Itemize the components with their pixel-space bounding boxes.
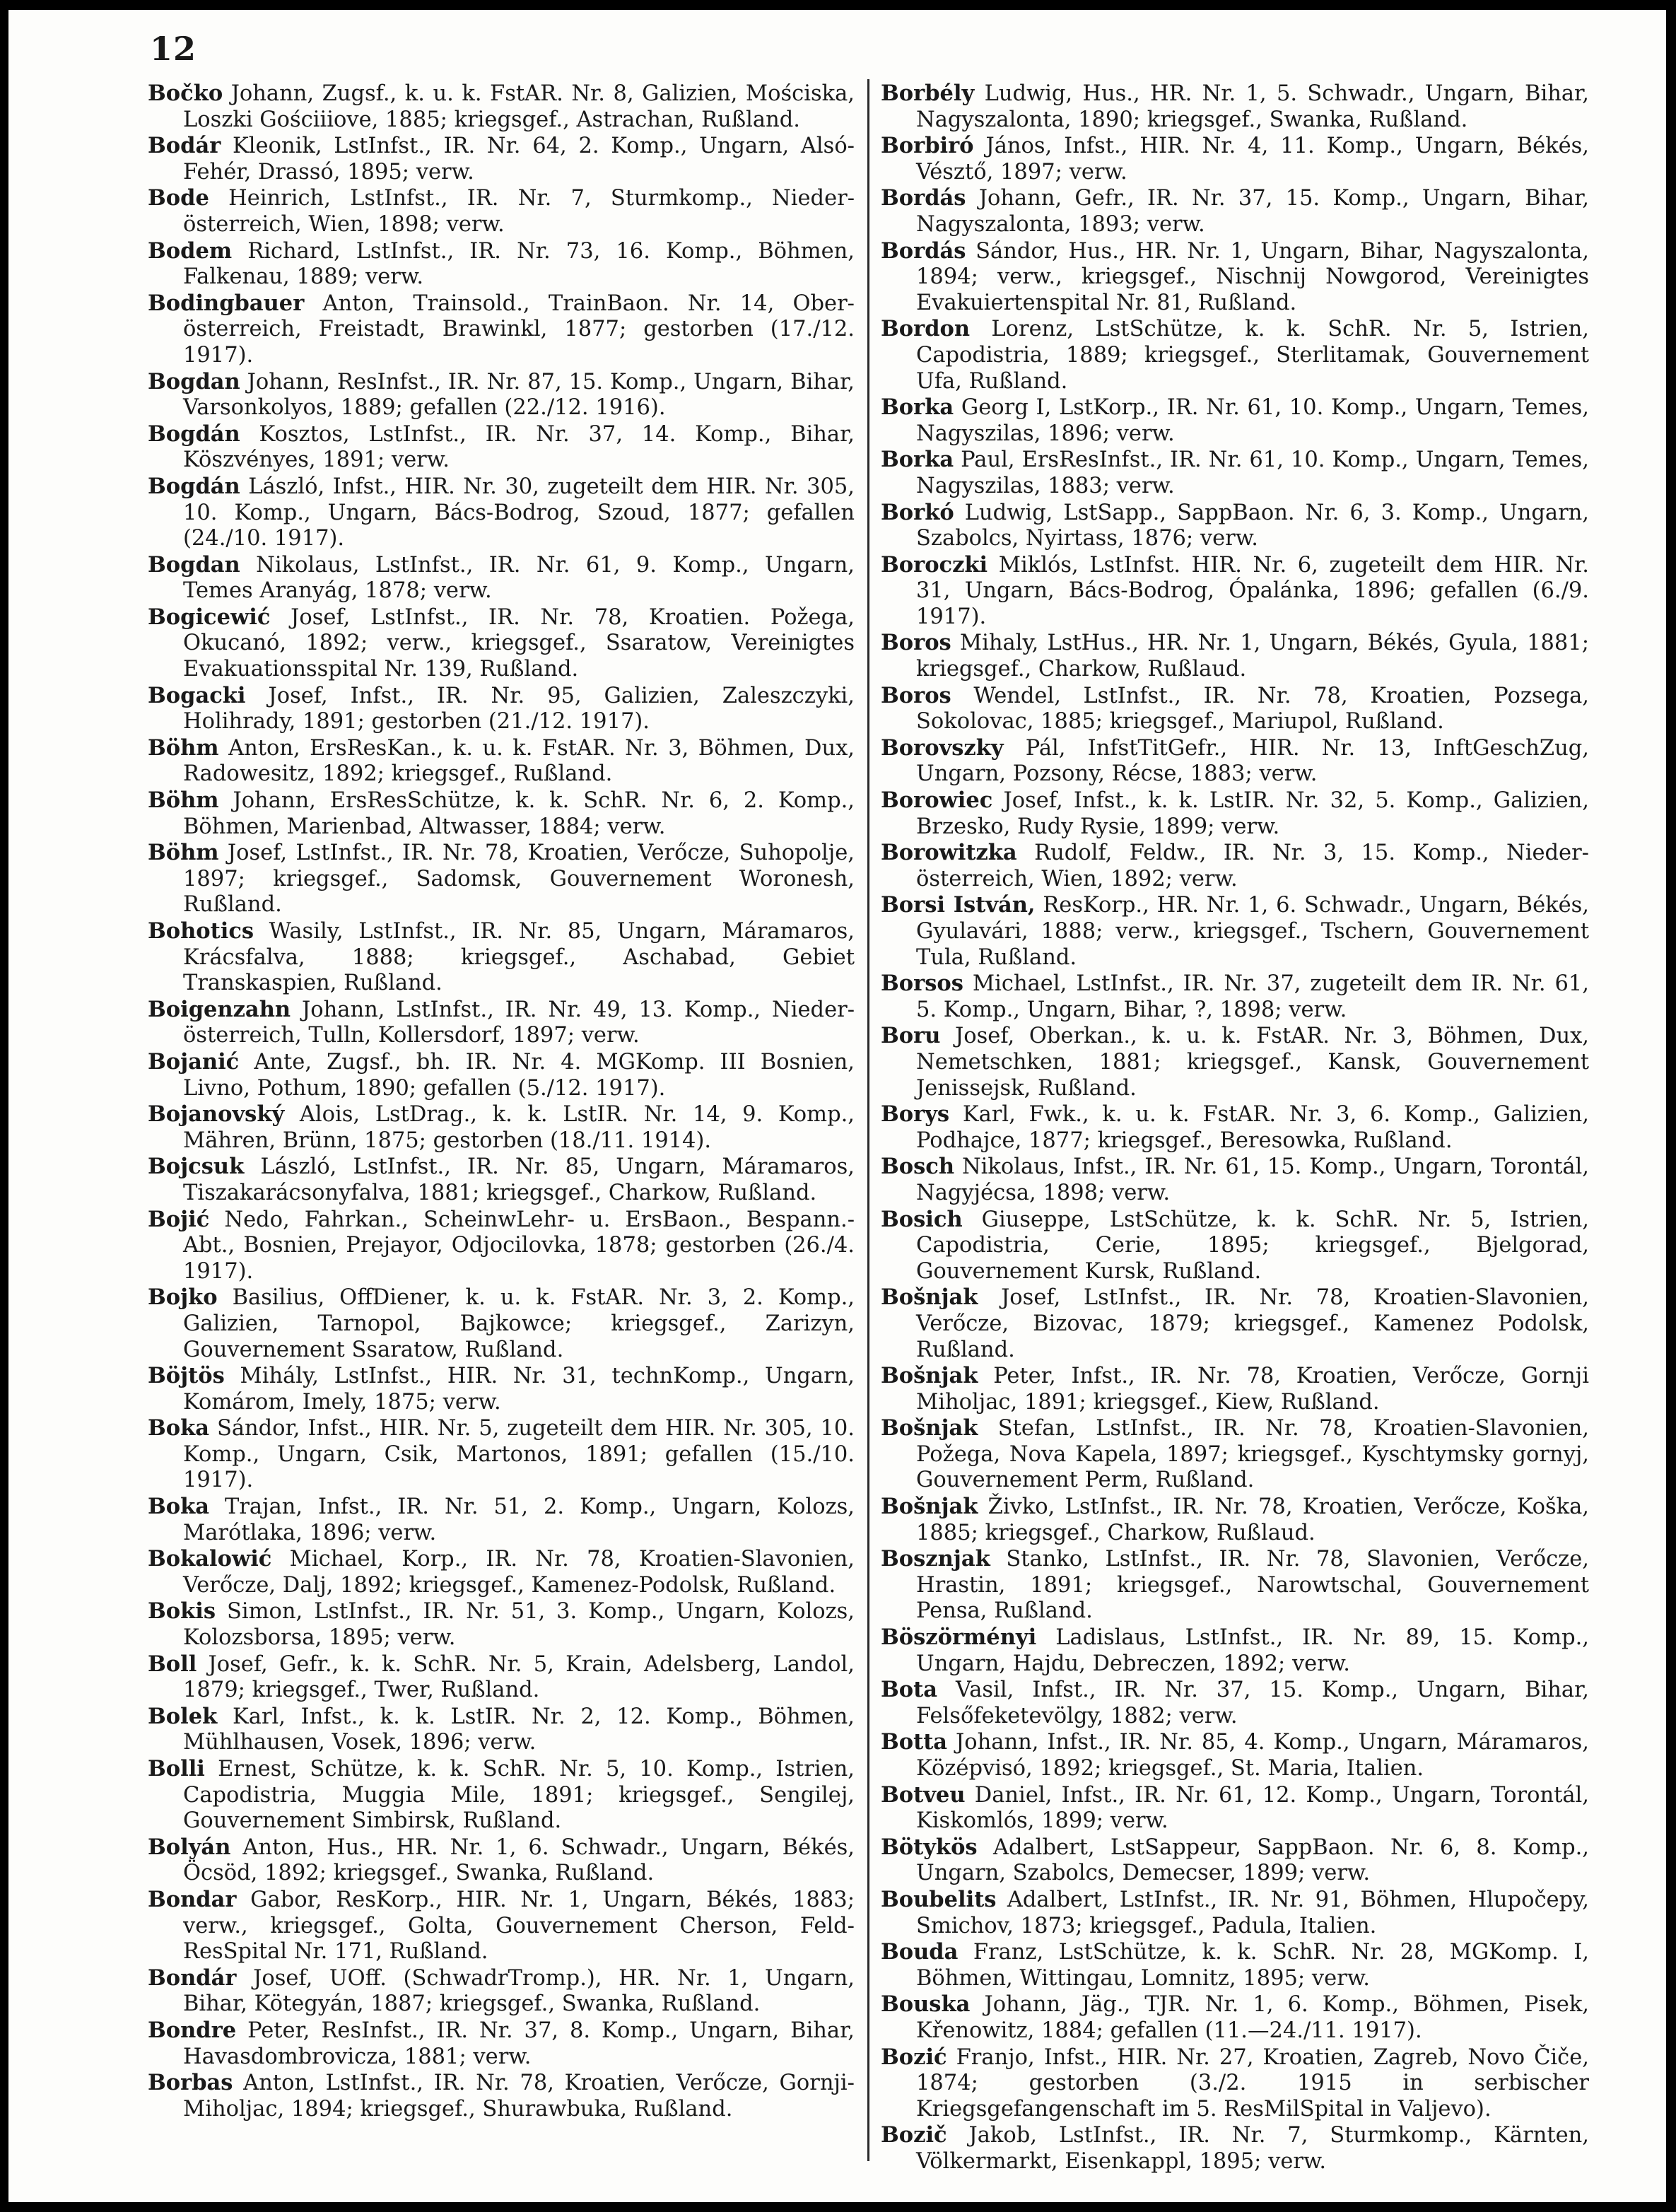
entry-surname: Borowitzka: [881, 840, 1017, 866]
entry-details: Stanko, LstInfst., IR. Nr. 78, Slavonien, Verőcze, Hrastin, 1891; kriegsgef., Narowtschal, Gouvernement Pensa, Rußland.: [916, 1547, 1589, 1624]
list-entry: [881, 500, 1589, 552]
entry-surname: Bolli: [148, 1756, 205, 1781]
entry-details: Kosztos, LstInfst., IR. Nr. 37, 14. Komp., Bihar, Köszvényes, 1891; verw.: [183, 421, 855, 473]
entry-details: Gabor, ResKorp., HIR. Nr. 1, Ungarn, Békés, 1883; verw., kriegsgef., Golta, Gouvernement Cherson, Feld-ResSpital Nr. 171, Rußland.: [183, 1887, 855, 1965]
list-entry: [881, 1494, 1589, 1546]
entry-surname: Bode: [148, 185, 209, 211]
list-entry: [148, 1887, 855, 1965]
list-entry: [881, 2044, 1589, 2123]
entry-surname: Bošnjak: [881, 1494, 978, 1520]
list-entry: [881, 1991, 1589, 2044]
entry-surname: Böhm: [148, 788, 219, 814]
entry-details: Josef, LstInfst., IR. Nr. 78, Kroatien-Slavonien, Verőcze, Bizovac, 1879; kriegsgef., Kamenez Podolsk, Rußland.: [916, 1285, 1589, 1362]
list-entry: [881, 316, 1589, 394]
list-entry: [881, 971, 1589, 1023]
list-entry: [148, 1207, 855, 1285]
entry-details: Georg I, LstKorp., IR. Nr. 61, 10. Komp., Ungarn, Temes, Nagyszilas, 1896; verw.: [916, 395, 1589, 446]
entry-surname: Bordás: [881, 238, 966, 264]
entry-surname: Bogdán: [148, 421, 240, 447]
list-entry: [881, 1285, 1589, 1363]
list-entry: [148, 1363, 855, 1415]
entry-details: Richard, LstInfst., IR. Nr. 73, 16. Komp., Böhmen, Falkenau, 1889; verw.: [183, 238, 855, 290]
entry-surname: Boru: [881, 1023, 941, 1049]
entry-details: Michael, LstInfst., IR. Nr. 37, zugeteilt dem IR. Nr. 61, 5. Komp., Ungarn, Bihar, ?, 1898; verw.: [916, 971, 1589, 1022]
list-entry: [148, 918, 855, 997]
list-entry: [881, 683, 1589, 735]
entry-details: Heinrich, LstInfst., IR. Nr. 7, Sturmkomp., Nieder-österreich, Wien, 1898; verw.: [183, 186, 855, 237]
entry-details: Karl, Fwk., k. u. k. FstAR. Nr. 3, 6. Komp., Galizien, Podhajce, 1877; kriegsgef., Beresowka, Rußland.: [916, 1102, 1589, 1153]
entry-details: Vasil, Infst., IR. Nr. 37, 15. Komp., Ungarn, Bihar, Felsőfeketevölgy, 1882; verw.: [916, 1678, 1589, 1728]
entry-details: Josef, Oberkan., k. u. k. FstAR. Nr. 3, Böhmen, Dux, Nemetschken, 1881; kriegsgef., Kansk, Gouvernement Jenissejsk, Rußland.: [916, 1024, 1589, 1101]
list-entry: [881, 133, 1589, 185]
page-number: 12: [150, 30, 197, 68]
entry-surname: Boros: [881, 682, 951, 708]
list-entry: [881, 447, 1589, 499]
entry-details: Ante, Zugsf., bh. IR. Nr. 4. MGKomp. III Bosnien, Livno, Pothum, 1890; gefallen (5./12. 1917).: [183, 1049, 855, 1101]
list-entry: [148, 291, 855, 369]
list-entry: [881, 1101, 1589, 1154]
entry-details: Johann, Zugsf., k. u. k. FstAR. Nr. 8, Galizien, Mościska, Loszki Gościiiove, 1885; kriegsgef., Astrachan, Rußland.: [183, 81, 855, 132]
entry-surname: Böhm: [148, 735, 219, 761]
list-entry: [148, 1651, 855, 1704]
entry-surname: Bohotics: [148, 918, 254, 944]
entry-surname: Bosznjak: [881, 1546, 990, 1572]
entry-details: Wasily, LstInfst., IR. Nr. 85, Ungarn, Máramaros, Krácsfalva, 1888; kriegsgef., Aschabad, Gebiet Transkaspien, Rußland.: [183, 919, 855, 996]
entry-details: Basilius, OffDiener, k. u. k. FstAR. Nr. 3, 2. Komp., Galizien, Tarnopol, Bajkowce; kriegsgef., Zarizyn, Gouvernement Ssaratow, Rußland.: [183, 1285, 855, 1362]
list-entry: [881, 185, 1589, 238]
entry-details: Mihaly, LstHus., HR. Nr. 1, Ungarn, Békés, Gyula, 1881; kriegsgef., Charkow, Rußlaud.: [916, 631, 1589, 682]
entry-details: László, LstInfst., IR. Nr. 85, Ungarn, Máramaros, Tiszakarácsonyfalva, 1881; kriegsgef., Charkow, Rußland.: [183, 1154, 855, 1205]
entry-surname: Borkó: [881, 499, 954, 525]
entry-surname: Bošnjak: [881, 1363, 978, 1389]
entry-details: Miklós, LstInfst. HIR. Nr. 6, zugeteilt dem HIR. Nr. 31, Ungarn, Bács-Bodrog, Ópalánka, 1896; gefallen (6./9. 1917).: [916, 552, 1589, 629]
entry-details: Josef, Infst., k. k. LstIR. Nr. 32, 5. Komp., Galizien, Brzesko, Rudy Rysie, 1899; verw.: [916, 788, 1589, 839]
entry-surname: Borovszky: [881, 735, 1004, 761]
list-entry: [881, 1625, 1589, 1677]
entry-surname: Boll: [148, 1651, 197, 1677]
list-entry: [148, 421, 855, 474]
list-entry: [881, 1834, 1589, 1887]
right-column: [881, 81, 1589, 2175]
entry-surname: Bordon: [881, 316, 971, 342]
entry-details: Wendel, LstInfst., IR. Nr. 78, Kroatien, Pozsega, Sokolovac, 1885; kriegsgef., Mariupol, Rußland.: [916, 683, 1589, 735]
list-entry: [148, 1101, 855, 1154]
entry-surname: Böhm: [148, 840, 219, 866]
list-entry: [881, 840, 1589, 892]
list-entry: [881, 1729, 1589, 1781]
entry-details: Josef, LstInfst., IR. Nr. 78, Kroatien, Verőcze, Suhopolje, 1897; kriegsgef., Sadomsk, Gouvernement Woronesh, Rußland.: [183, 841, 855, 918]
entry-details: Josef, Infst., IR. Nr. 95, Galizien, Zaleszczyki, Holihrady, 1891; gestorben (21./12. 1917).: [183, 683, 855, 735]
entry-surname: Borbiró: [881, 133, 974, 159]
entry-details: Sándor, Hus., HR. Nr. 1, Ungarn, Bihar, Nagyszalonta, 1894; verw., kriegsgef., Nischnij Nowgorod, Vereinigtes Evakuiertenspital Nr. 81, Rußland.: [916, 238, 1589, 315]
entry-surname: Bokis: [148, 1598, 216, 1625]
entry-surname: Bogacki: [148, 682, 246, 708]
list-entry: [148, 1546, 855, 1598]
list-entry: [881, 1939, 1589, 1991]
list-entry: [148, 1598, 855, 1651]
list-entry: [881, 892, 1589, 971]
entry-details: Josef, UOff. (SchwadrTromp.), HR. Nr. 1, Ungarn, Bihar, Kötegyán, 1887; kriegsgef., Swanka, Rußland.: [183, 1965, 855, 2017]
list-entry: [148, 2070, 855, 2122]
entry-surname: Boroczki: [881, 551, 988, 578]
entry-details: Ludwig, LstSapp., SappBaon. Nr. 6, 3. Komp., Ungarn, Szabolcs, Nyirtass, 1876; verw.: [916, 500, 1590, 551]
entry-surname: Boka: [148, 1415, 210, 1441]
entry-details: Nedo, Fahrkan., ScheinwLehr- u. ErsBaon., Bespann.-Abt., Bosnien, Prejayor, Odjocilovka, 1878; gestorben (26./4. 1917).: [183, 1207, 855, 1284]
entry-surname: Borys: [881, 1101, 950, 1128]
entry-surname: Bodem: [148, 238, 233, 264]
list-entry: [148, 474, 855, 552]
entry-surname: Bošnjak: [881, 1285, 978, 1311]
entry-details: Anton, ErsResKan., k. u. k. FstAR. Nr. 3, Böhmen, Dux, Radowesitz, 1892; kriegsgef., Rußland.: [183, 735, 855, 787]
entry-details: Daniel, Infst., IR. Nr. 61, 12. Komp., Ungarn, Torontál, Kiskomlós, 1899; verw.: [916, 1782, 1589, 1834]
list-entry: [148, 1494, 855, 1546]
entry-details: Lorenz, LstSchütze, k. k. SchR. Nr. 5, Istrien, Capodistria, 1889; kriegsgef., Sterlitamak, Gouvernement Ufa, Rußland.: [916, 317, 1589, 394]
entry-surname: Bouda: [881, 1939, 959, 1965]
entry-details: Anton, LstInfst., IR. Nr. 78, Kroatien, Verőcze, Gornji-Miholjac, 1894; kriegsgef., Shurawbuka, Rußland.: [183, 2071, 855, 2122]
entry-details: Adalbert, LstSappeur, SappBaon. Nr. 6, 8. Komp., Ungarn, Szabolcs, Demecser, 1899; verw.: [916, 1834, 1589, 1886]
entry-surname: Bogdán: [148, 473, 240, 499]
list-entry: [881, 1363, 1589, 1415]
list-entry: [881, 81, 1589, 133]
list-entry: [148, 1049, 855, 1101]
list-entry: [148, 2018, 855, 2070]
entry-surname: Botveu: [881, 1781, 966, 1808]
list-entry: [148, 552, 855, 604]
entry-details: Franz, LstSchütze, k. k. SchR. Nr. 28, MGKomp. I, Böhmen, Wittingau, Lomnitz, 1895; verw.: [916, 1940, 1589, 1991]
entry-details: Anton, Trainsold., TrainBaon. Nr. 14, Ober-österreich, Freistadt, Brawinkl, 1877; gestorben (17./12. 1917).: [183, 291, 855, 368]
list-entry: [148, 997, 855, 1049]
list-entry: [881, 238, 1589, 317]
entry-surname: Bozić: [881, 2044, 947, 2070]
list-entry: [148, 133, 855, 185]
entry-details: Michael, Korp., IR. Nr. 78, Kroatien-Slavonien, Verőcze, Dalj, 1892; kriegsgef., Kamenez-Podolsk, Rußland.: [183, 1547, 855, 1598]
list-entry: [881, 2122, 1589, 2175]
entry-surname: Bolyán: [148, 1834, 231, 1860]
entry-details: Anton, Hus., HR. Nr. 1, 6. Schwadr., Ungarn, Békés, Öcsöd, 1892; kriegsgef., Swanka, Rußland.: [183, 1834, 855, 1886]
entry-details: Alois, LstDrag., k. k. LstIR. Nr. 14, 9. Komp., Mähren, Brünn, 1875; gestorben (18./11. 1914).: [183, 1102, 855, 1153]
entry-surname: Bodár: [148, 133, 221, 159]
entry-details: Mihály, LstInfst., HIR. Nr. 31, technKomp., Ungarn, Komárom, Imely, 1875; verw.: [183, 1364, 855, 1415]
list-entry: [148, 683, 855, 735]
list-entry: [148, 81, 855, 133]
entry-surname: Borbély: [881, 81, 975, 106]
entry-details: László, Infst., HIR. Nr. 30, zugeteilt dem HIR. Nr. 305, 10. Komp., Ungarn, Bács-Bodrog, Szoud, 1877; gefallen (24./10. 1917).: [183, 474, 855, 551]
entry-surname: Boubelits: [881, 1886, 997, 1912]
entry-surname: Bojić: [148, 1206, 210, 1232]
list-entry: [881, 1677, 1589, 1729]
entry-surname: Bosich: [881, 1206, 963, 1232]
column-divider: [867, 79, 869, 2161]
entry-details: Johann, LstInfst., IR. Nr. 49, 13. Komp., Nieder-österreich, Tulln, Kollersdorf, 1897; verw.: [183, 997, 855, 1048]
list-entry: [148, 1834, 855, 1887]
list-entry: [148, 1965, 855, 2018]
entry-details: Stefan, LstInfst., IR. Nr. 78, Kroatien-Slavonien, Požega, Nova Kapela, 1897; kriegsgef., Kyschtymsky gornyj, Gouvernement Perm, Rußland.: [916, 1416, 1590, 1493]
entry-surname: Borsos: [881, 971, 963, 997]
entry-surname: Bojko: [148, 1285, 218, 1311]
entry-surname: Bozič: [881, 2122, 947, 2148]
list-entry: [148, 788, 855, 840]
entry-surname: Bodingbauer: [148, 290, 305, 316]
entry-details: Franjo, Infst., HIR. Nr. 27, Kroatien, Zagreb, Novo Čiče, 1874; gestorben (3./2. 1915 in serbischer Kriegsgefangenschaft im 5. ResMilSpital in Valjevo).: [916, 2044, 1589, 2122]
list-entry: [148, 840, 855, 918]
list-entry: [148, 1415, 855, 1494]
entry-surname: Bordás: [881, 185, 966, 211]
entry-details: Ernest, Schütze, k. k. SchR. Nr. 5, 10. Komp., Istrien, Capodistria, Muggia Mile, 1891; kriegsgef., Sengilej, Gouvernement Simbirsk, Rußland.: [183, 1757, 855, 1834]
list-entry: [148, 1704, 855, 1756]
entry-details: Pál, InfstTitGefr., HIR. Nr. 13, InftGeschZug, Ungarn, Pozsony, Récse, 1883; verw.: [916, 735, 1589, 787]
entry-surname: Bolek: [148, 1703, 218, 1729]
entry-surname: Borsi István,: [881, 892, 1036, 918]
entry-surname: Bötykös: [881, 1834, 978, 1860]
entry-details: Simon, LstInfst., IR. Nr. 51, 3. Komp., Ungarn, Kolozs, Kolozsborsa, 1895; verw.: [183, 1599, 855, 1651]
entry-details: Adalbert, LstInfst., IR. Nr. 91, Böhmen, Hlupočepy, Smichov, 1873; kriegsgef., Padula, Italien.: [916, 1887, 1589, 1938]
entry-surname: Boros: [881, 630, 951, 656]
entry-surname: Botta: [881, 1729, 948, 1755]
entry-details: Rudolf, Feldw., IR. Nr. 3, 15. Komp., Nieder-österreich, Wien, 1892; verw.: [916, 841, 1589, 891]
entry-details: Josef, LstInfst., IR. Nr. 78, Kroatien. Požega, Okucanó, 1892; verw., kriegsgef., Ssaratow, Vereinigtes Evakuationsspital Nr. 139, Rußland.: [183, 604, 855, 682]
list-entry: [148, 369, 855, 421]
list-entry: [881, 1023, 1589, 1101]
entry-surname: Bokalowić: [148, 1546, 272, 1572]
entry-details: Johann, Gefr., IR. Nr. 37, 15. Komp., Ungarn, Bihar, Nagyszalonta, 1893; verw.: [916, 186, 1589, 237]
list-entry: [881, 1154, 1589, 1206]
entry-surname: Böjtös: [148, 1363, 225, 1389]
entry-surname: Bojcsuk: [148, 1154, 245, 1180]
entry-details: Trajan, Infst., IR. Nr. 51, 2. Komp., Ungarn, Kolozs, Marótlaka, 1896; verw.: [183, 1494, 855, 1545]
entry-details: Johann, Infst., IR. Nr. 85, 4. Komp., Ungarn, Máramaros, Középvisó, 1892; kriegsgef., St. Maria, Italien.: [916, 1730, 1590, 1781]
list-entry: [148, 735, 855, 788]
list-entry: [148, 185, 855, 238]
entry-surname: Bojanovský: [148, 1101, 285, 1128]
entry-details: Johann, ErsResSchütze, k. k. SchR. Nr. 6, 2. Komp., Böhmen, Marienbad, Altwasser, 1884; verw.: [183, 788, 855, 839]
entry-details: Peter, Infst., IR. Nr. 78, Kroatien, Verőcze, Gornji Miholjac, 1891; kriegsgef., Kiew, Rußland.: [916, 1364, 1589, 1415]
entry-details: Ladislaus, LstInfst., IR. Nr. 89, 15. Komp., Ungarn, Hajdu, Debreczen, 1892; verw.: [916, 1625, 1590, 1676]
list-entry: [881, 735, 1589, 788]
entry-details: ResKorp., HR. Nr. 1, 6. Schwadr., Ungarn, Békés, Gyulavári, 1888; verw., kriegsgef., Tschern, Gouvernement Tula, Rußland.: [916, 893, 1589, 970]
entry-details: Sándor, Infst., HIR. Nr. 5, zugeteilt dem HIR. Nr. 305, 10. Komp., Ungarn, Csik, Martonos, 1891; gefallen (15./10. 1917).: [183, 1416, 855, 1493]
entry-surname: Borbas: [148, 2070, 233, 2096]
entry-surname: Borka: [881, 394, 954, 421]
entry-surname: Böszörményi: [881, 1625, 1037, 1651]
entry-details: Johann, Jäg., TJR. Nr. 1, 6. Komp., Böhmen, Pisek, Křenowitz, 1884; gefallen (11.—24./11. 1917).: [916, 1992, 1589, 2043]
entry-surname: Bogicewić: [148, 604, 271, 630]
entry-surname: Bondar: [148, 1886, 237, 1912]
entry-surname: Bogdan: [148, 368, 240, 394]
list-entry: [881, 1415, 1589, 1494]
entry-surname: Bojanić: [148, 1048, 240, 1075]
entry-surname: Bogdan: [148, 551, 240, 578]
entry-details: Giuseppe, LstSchütze, k. k. SchR. Nr. 5, Istrien, Capodistria, Cerie, 1895; kriegsgef., Bjelgorad, Gouvernement Kursk, Rußland.: [916, 1207, 1589, 1284]
entry-surname: Boigenzahn: [148, 996, 291, 1022]
list-entry: [881, 1887, 1589, 1939]
entry-surname: Bosch: [881, 1154, 955, 1180]
document-page: [8, 10, 1666, 2202]
entry-details: Peter, ResInfst., IR. Nr. 37, 8. Komp., Ungarn, Bihar, Havasdombrovicza, 1881; verw.: [183, 2018, 855, 2069]
list-entry: [881, 552, 1589, 631]
entry-details: Nikolaus, LstInfst., IR. Nr. 61, 9. Komp., Ungarn, Temes Aranyág, 1878; verw.: [183, 552, 855, 604]
entry-surname: Boka: [148, 1494, 210, 1520]
entry-surname: Bočko: [148, 81, 223, 106]
list-entry: [148, 604, 855, 683]
list-entry: [881, 394, 1589, 447]
entry-surname: Borowiec: [881, 788, 993, 814]
entry-surname: Bota: [881, 1677, 937, 1703]
entry-surname: Bondár: [148, 1965, 237, 1991]
entry-details: János, Infst., HIR. Nr. 4, 11. Komp., Ungarn, Békés, Vésztő, 1897; verw.: [916, 134, 1589, 185]
entry-details: Karl, Infst., k. k. LstIR. Nr. 2, 12. Komp., Böhmen, Mühlhausen, Vosek, 1896; verw.: [183, 1704, 855, 1755]
list-entry: [148, 238, 855, 291]
list-entry: [148, 1285, 855, 1363]
entry-details: Kleonik, LstInfst., IR. Nr. 64, 2. Komp., Ungarn, Alsó-Fehér, Drassó, 1895; verw.: [183, 134, 855, 185]
entry-surname: Bouska: [881, 1991, 971, 2018]
left-column: [148, 81, 855, 2122]
list-entry: [881, 1782, 1589, 1834]
entry-surname: Bondre: [148, 2017, 237, 2043]
entry-details: Nikolaus, Infst., IR. Nr. 61, 15. Komp., Ungarn, Torontál, Nagyjécsa, 1898; verw.: [916, 1154, 1589, 1205]
entry-details: Paul, ErsResInfst., IR. Nr. 61, 10. Komp., Ungarn, Temes, Nagyszilas, 1883; verw.: [916, 447, 1589, 498]
list-entry: [148, 1756, 855, 1834]
entry-details: Johann, ResInfst., IR. Nr. 87, 15. Komp., Ungarn, Bihar, Varsonkolyos, 1889; gefallen (22./12. 1916).: [183, 369, 855, 421]
entry-surname: Borka: [881, 447, 954, 473]
entry-surname: Bošnjak: [881, 1415, 978, 1441]
entry-details: Jakob, LstInfst., IR. Nr. 7, Sturmkomp., Kärnten, Völkermarkt, Eisenkappl, 1895; verw.: [916, 2123, 1589, 2174]
list-entry: [881, 630, 1589, 682]
entry-details: Živko, LstInfst., IR. Nr. 78, Kroatien, Verőcze, Koška, 1885; kriegsgef., Charkow, Rußlaud.: [916, 1494, 1589, 1545]
list-entry: [148, 1154, 855, 1206]
list-entry: [881, 1546, 1589, 1625]
list-entry: [881, 788, 1589, 840]
entry-details: Ludwig, Hus., HR. Nr. 1, 5. Schwadr., Ungarn, Bihar, Nagyszalonta, 1890; kriegsgef., Swanka, Rußland.: [916, 81, 1589, 132]
entry-details: Josef, Gefr., k. k. SchR. Nr. 5, Krain, Adelsberg, Landol, 1879; kriegsgef., Twer, Rußland.: [183, 1651, 855, 1703]
list-entry: [881, 1207, 1589, 1285]
